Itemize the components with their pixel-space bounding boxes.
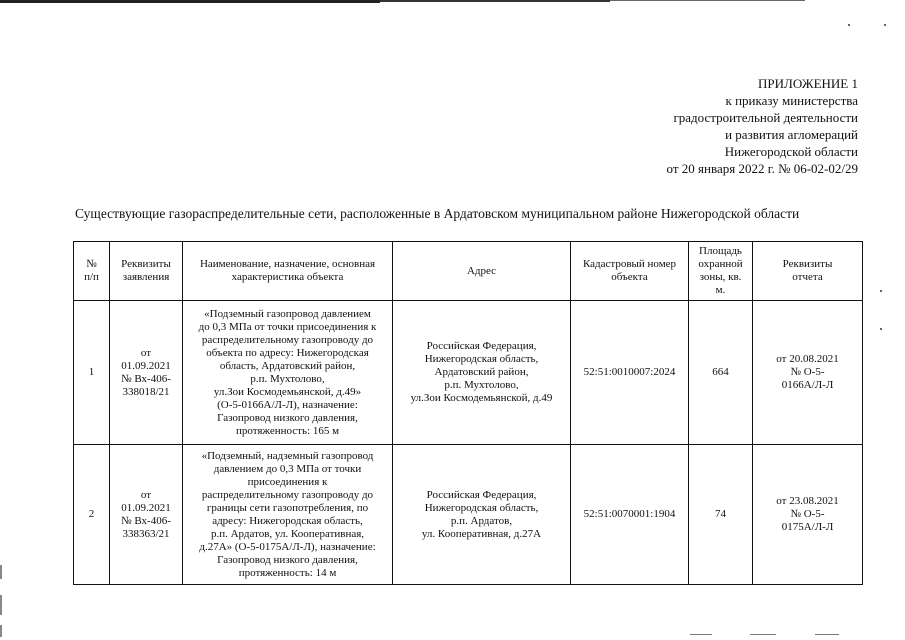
cell-area: 664	[689, 301, 753, 445]
scan-edge	[0, 0, 905, 3]
table-row	[74, 301, 863, 445]
header-cadastral: Кадастровый номер объекта	[571, 242, 689, 301]
header-number: № п/п	[74, 242, 110, 301]
scan-artifact-line	[0, 0, 380, 3]
cell-application: от 01.09.2021 № Вх-406- 338018/21	[110, 301, 183, 445]
appendix-line: градостроительной деятельности	[673, 110, 858, 125]
cell-cadastral: 52:51:0010007:2024	[571, 301, 689, 445]
scan-side-artifacts	[0, 565, 3, 640]
scan-bottom-artifacts	[690, 634, 850, 636]
header-area: Площадь охранной зоны, кв. м.	[689, 242, 753, 301]
cell-report: от 23.08.2021 № О-5- 0175А/Л-Л	[753, 445, 863, 585]
cell-description: «Подземный газопровод давлением до 0,3 МПа от точки присоединения к распределительному газопроводу до объекта по адресу: Нижегородская область, Ардатовский район, р.п. Мухтолово, ул.Зои Космодемьянской, д.49» (О-5-0166А/Л-Л), назначение: Газопровод низкого давления, протяженность: 165 м	[183, 301, 393, 445]
appendix-line: Нижегородской области	[724, 144, 858, 159]
appendix-line: и развития агломераций	[725, 127, 858, 142]
appendix-header	[538, 75, 858, 177]
cell-description: «Подземный, надземный газопровод давлением до 0,3 МПа от точки присоединения к распределительному газопроводу до границы сети газопотребления, по адресу: Нижегородская область, р.п. Ардатов, ул. Кооперативная, д.27А» (О-5-0175А/Л-Л), назначение: Газопровод низкого давления, протяженность: 14 м	[183, 445, 393, 585]
scan-artifact-line	[0, 595, 2, 615]
scan-speck	[880, 290, 882, 292]
header-description: Наименование, назначение, основная характеристика объекта	[183, 242, 393, 301]
cell-address: Российская Федерация, Нижегородская область, Ардатовский район, р.п. Мухтолово, ул.Зои Космодемьянской, д.49	[393, 301, 571, 445]
cell-cadastral: 52:51:0070001:1904	[571, 445, 689, 585]
appendix-line: от 20 января 2022 г. № 06-02-02/29	[666, 161, 858, 176]
cell-application: от 01.09.2021 № Вх-406- 338363/21	[110, 445, 183, 585]
header-address: Адрес	[393, 242, 571, 301]
scan-speck	[884, 24, 886, 26]
cell-address: Российская Федерация, Нижегородская область, р.п. Ардатов, ул. Кооперативная, д.27А	[393, 445, 571, 585]
scan-artifact-line	[815, 634, 839, 635]
scan-artifact-line	[750, 634, 776, 635]
scan-artifact-line	[0, 565, 2, 579]
header-report: Реквизиты отчета	[753, 242, 863, 301]
scan-speck	[848, 24, 850, 26]
gas-networks-table	[73, 241, 863, 585]
appendix-line: ПРИЛОЖЕНИЕ 1	[758, 76, 858, 91]
scan-artifact-line	[0, 625, 2, 637]
cell-number: 1	[74, 301, 110, 445]
table-header-row	[74, 242, 863, 301]
scan-artifact-line	[610, 0, 805, 1]
scan-artifact-line	[690, 634, 712, 635]
cell-number: 2	[74, 445, 110, 585]
header-application: Реквизиты заявления	[110, 242, 183, 301]
document-title: Существующие газораспределительные сети, расположенные в Ардатовском муниципальном районе Нижегородской области	[75, 206, 800, 221]
table-row	[74, 445, 863, 585]
cell-report: от 20.08.2021 № О-5- 0166А/Л-Л	[753, 301, 863, 445]
scan-speck	[880, 328, 882, 330]
appendix-line: к приказу министерства	[725, 93, 858, 108]
scan-artifact-line	[380, 0, 610, 2]
cell-area: 74	[689, 445, 753, 585]
